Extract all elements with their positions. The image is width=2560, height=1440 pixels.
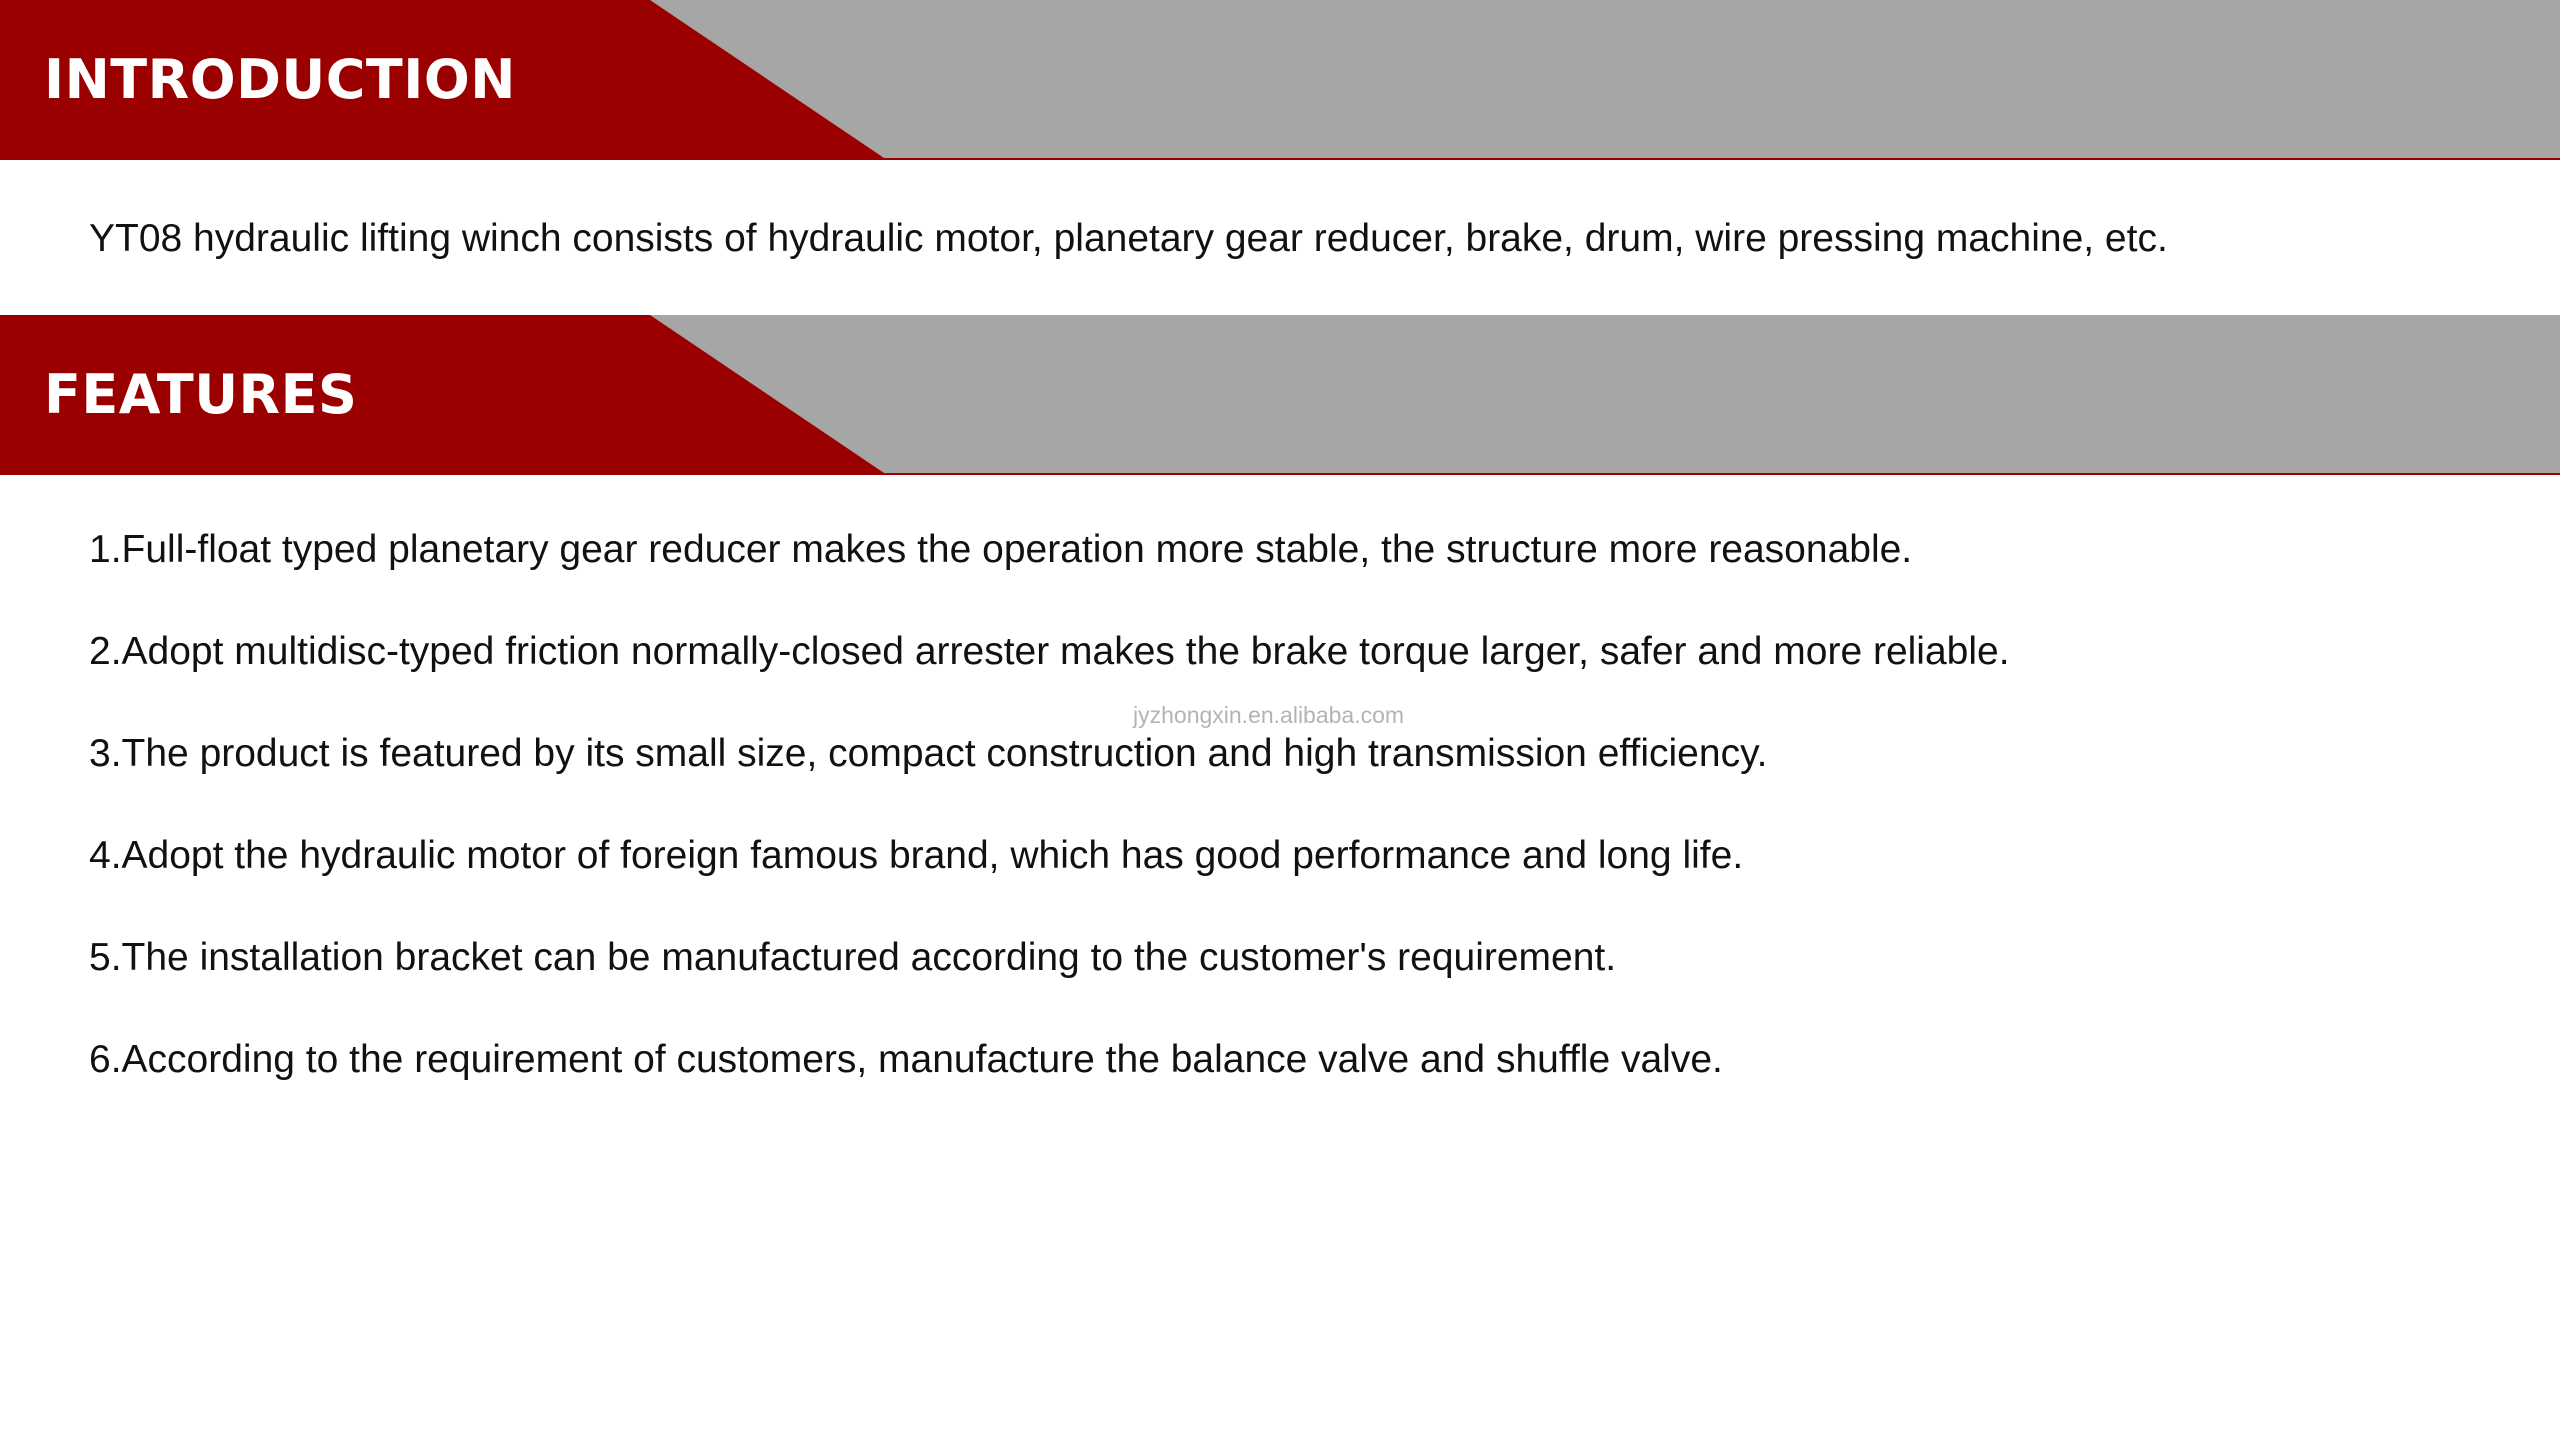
features-banner-shape <box>0 315 2560 475</box>
features-list <box>89 522 2489 1134</box>
feature-item-2: 2.Adopt multidisc-typed friction normally-closed arrester makes the brake torque larger, safer and more reliable. <box>89 630 2010 673</box>
feature-item-1: 1.Full-float typed planetary gear reducer makes the operation more stable, the structure more reasonable. <box>89 528 1913 571</box>
features-banner <box>0 315 2560 475</box>
feature-item-4: 4.Adopt the hydraulic motor of foreign famous brand, which has good performance and long life. <box>89 834 1744 877</box>
feature-item-3: 3.The product is featured by its small size, compact construction and high transmission efficiency. <box>89 732 1768 775</box>
introduction-text: YT08 hydraulic lifting winch consists of hydraulic motor, planetary gear reducer, brake, drum, wire pressing machine, etc. <box>89 217 2168 260</box>
features-heading: FEATURES <box>44 363 358 426</box>
watermark: jyzhongxin.en.alibaba.com <box>1133 702 1405 728</box>
feature-item-5: 5.The installation bracket can be manufactured according to the customer's requirement. <box>89 936 1617 979</box>
introduction-heading: INTRODUCTION <box>44 48 516 111</box>
introduction-banner <box>0 0 2560 160</box>
feature-item-6: 6.According to the requirement of customers, manufacture the balance valve and shuffle valve. <box>89 1038 1723 1081</box>
